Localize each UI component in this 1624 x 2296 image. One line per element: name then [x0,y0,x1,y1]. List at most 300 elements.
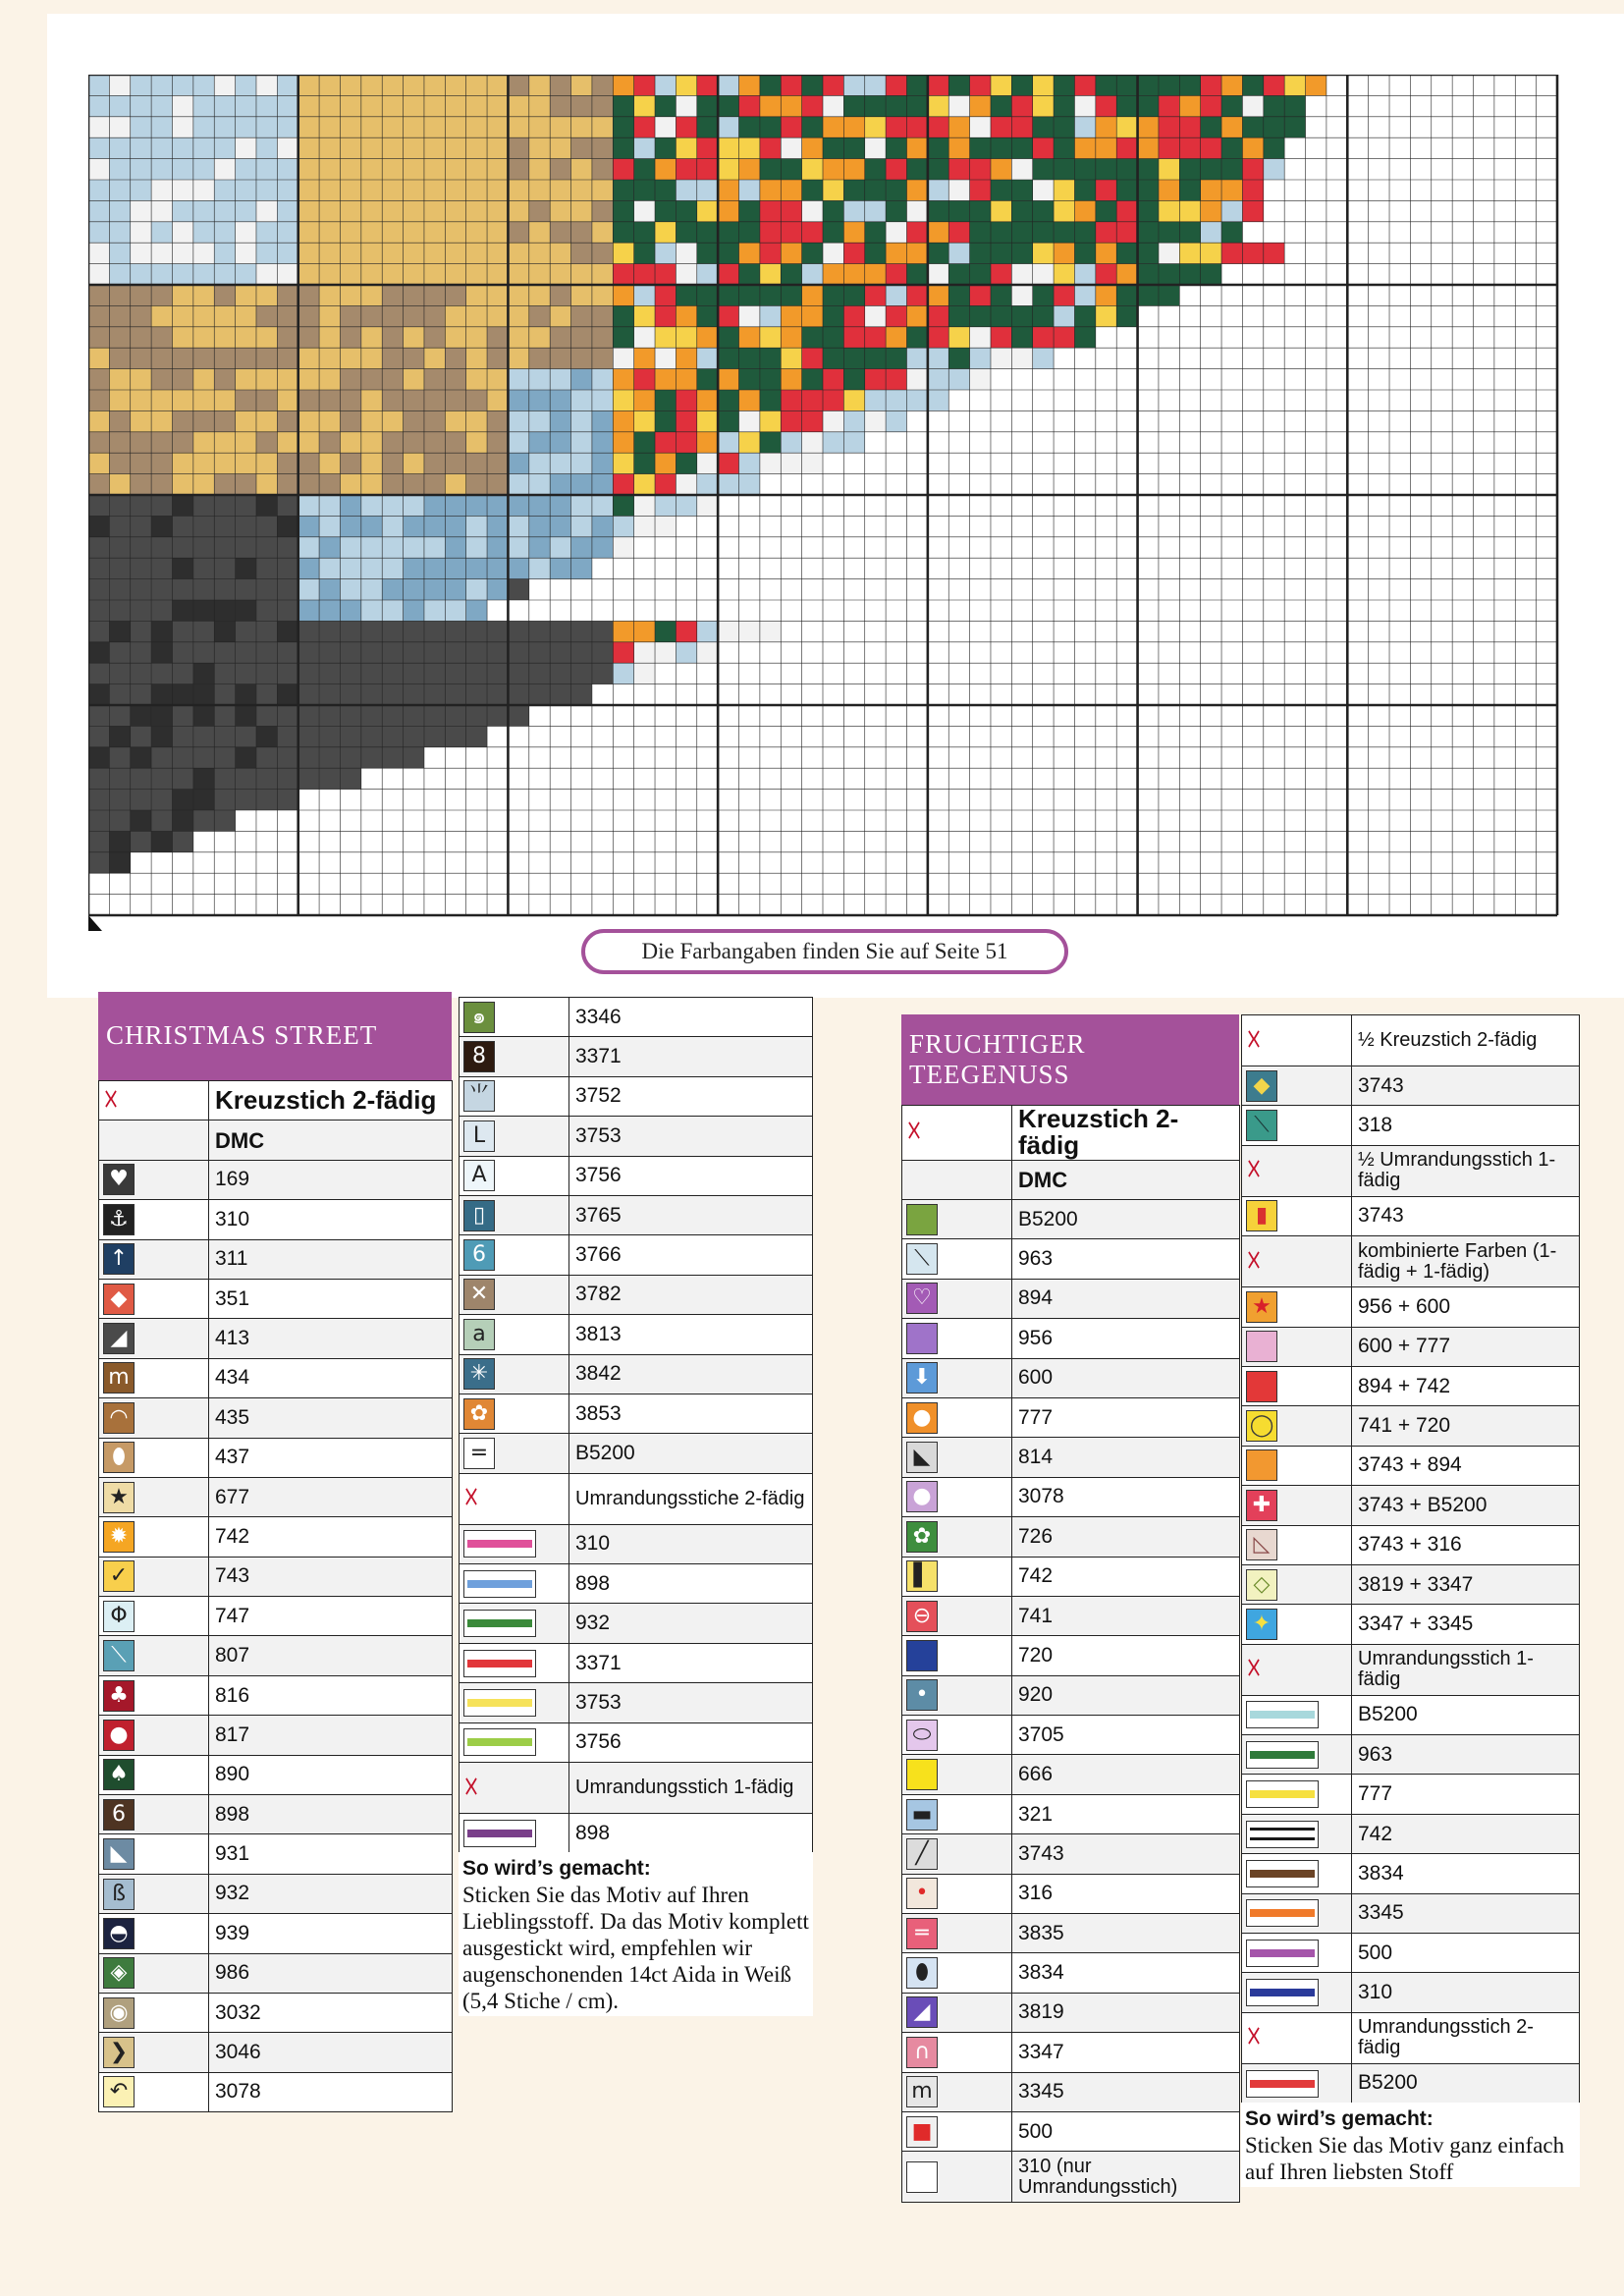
stitch-cell [214,117,235,137]
x-mark-icon: ✕ [463,1279,495,1310]
stitch-cell [340,663,360,683]
stitch-cell [466,663,487,683]
dmc-code: 321 [1012,1794,1240,1833]
stitch-cell [718,348,738,368]
stitch-cell [424,285,445,305]
stitch-cell [592,453,613,473]
stitch-cell [865,348,886,368]
stitch-cell [970,348,991,368]
stitch-cell [361,264,382,285]
stitch-cell [214,222,235,243]
stitch-cell [424,159,445,180]
stitch-cell [151,663,172,683]
stitch-cell [256,495,277,516]
stitch-cell [906,348,927,368]
stitch-cell [131,726,151,746]
stitch-cell [571,642,592,663]
stitch-cell [613,621,633,641]
stitch-cell [109,621,130,641]
stitch-cell [592,137,613,158]
stitch-cell [760,410,781,431]
stitch-cell [109,474,130,495]
stitch-cell [277,327,298,348]
stitch-cell [404,621,424,641]
stitch-cell [404,726,424,746]
stitch-cell [843,117,864,137]
stitch-cell [214,705,235,726]
stitch-cell [193,264,214,285]
outline-line-icon [1246,1701,1319,1728]
stitch-cell [781,180,801,200]
stitch-cell [592,305,613,326]
stitch-cell [109,305,130,326]
stitch-cell [466,222,487,243]
dmc-code: 3813 [569,1315,813,1354]
stitch-cell [298,726,319,746]
line-swatch-cell [1242,1893,1352,1933]
stitch-cell [151,243,172,263]
stitch-cell [193,137,214,158]
stitch-cell [298,642,319,663]
stitch-cell [236,137,256,158]
stitch-cell [1011,180,1032,200]
stitch-cell [487,621,508,641]
stitch-cell [131,95,151,116]
stitch-cell [193,684,214,705]
stitch-cell [319,663,340,683]
fruchtiger-key-table [901,1105,1240,2203]
stitch-cell [382,180,403,200]
stitch-cell [382,453,403,473]
stitch-cell [760,180,781,200]
stitch-cell [571,243,592,263]
stitch-cell [508,579,528,600]
dmc-code: 666 [1012,1755,1240,1794]
line-swatch-cell [460,1814,569,1853]
stitch-cell [592,264,613,285]
stitch-cell [487,222,508,243]
stitch-cell [508,558,528,578]
stitch-cell [655,369,676,390]
stitch-cell [1074,75,1095,95]
stitch-cell [948,348,969,368]
stitch-cell [1221,200,1242,221]
stitch-cell [592,663,613,683]
stitch-cell [948,137,969,158]
stitch-cell [760,453,781,473]
stitch-cell [739,327,760,348]
stitch-cell [382,495,403,516]
stitch-cell [1159,222,1179,243]
stitch-cell [760,137,781,158]
stitch-cell [781,453,801,473]
dmc-code: 742 [209,1517,453,1557]
stitch-cell [487,75,508,95]
stitch-cell [676,75,696,95]
stitch-cell [906,75,927,95]
curl-icon: 6 [463,1239,495,1271]
stitch-cell [1054,222,1074,243]
stitch-cell [340,516,360,536]
stitch-cell [571,264,592,285]
stitch-cell [382,137,403,158]
stitch-cell [109,684,130,705]
stitch-cell [340,75,360,95]
dmc-code: 351 [209,1279,453,1318]
stitch-cell [109,453,130,473]
stitch-cell [676,410,696,431]
stitch-cell [906,222,927,243]
stitch-cell [760,390,781,410]
stitch-cell [823,117,843,137]
stitch-cell [697,410,718,431]
diagonal-icon: ╱ [906,1838,938,1870]
stitch-cell [550,369,570,390]
stitch-cell [865,75,886,95]
stitch-cell [1074,243,1095,263]
stitch-cell [802,305,823,326]
stitch-cell [172,726,192,746]
stitch-cell [256,558,277,578]
stitch-cell [1096,243,1116,263]
stitch-cell [823,348,843,368]
stitch-cell [843,390,864,410]
stitch-cell [382,705,403,726]
stitch-cell [193,180,214,200]
combined-color-icon: ◇ [1246,1569,1277,1601]
stitch-cell [277,642,298,663]
stitch-cell [256,222,277,243]
phi-icon: Φ [103,1601,135,1632]
stitch-cell [319,600,340,621]
stitch-cell [886,200,906,221]
dmc-code: 817 [209,1716,453,1755]
stitch-cell [1221,222,1242,243]
stitch-cell [487,579,508,600]
stitch-cell [529,369,550,390]
stitch-cell [214,369,235,390]
symbol-cell [460,1117,569,1156]
stitch-cell [445,305,465,326]
stitch-cell [236,305,256,326]
stitch-cell [571,663,592,683]
dmc-code: 814 [1012,1438,1240,1477]
heart-icon: ♥ [103,1164,135,1195]
stitch-cell [424,537,445,558]
stitch-cell [991,243,1011,263]
stitch-cell [382,222,403,243]
symbol-cell [99,1200,209,1239]
stitch-cell [1033,200,1054,221]
stitch-cell [88,264,109,285]
stitch-cell [886,327,906,348]
stitch-cell [256,369,277,390]
outline-line-icon [463,1570,536,1598]
stitch-cell [1054,159,1074,180]
stitch-cell [466,200,487,221]
stitch-cell [236,537,256,558]
stitch-cell [739,137,760,158]
stitch-cell [487,558,508,578]
stitch-cell [802,117,823,137]
stitch-cell [340,432,360,453]
dmc-code: 3046 [209,2033,453,2072]
stitch-cell [361,348,382,368]
stitch-cell [802,75,823,95]
outline-line-icon [463,1728,536,1756]
stitch-cell [404,222,424,243]
stitch-cell [676,369,696,390]
stitch-cell [697,117,718,137]
sun-icon: ✹ [103,1521,135,1553]
stitch-cell [193,705,214,726]
stitch-cell [404,180,424,200]
stitch-cell [424,369,445,390]
stitch-cell [739,222,760,243]
stitch-cell [214,243,235,263]
stitch-cell [592,117,613,137]
stitch-cell [634,369,655,390]
stitch-cell [1054,243,1074,263]
dmc-code: 747 [209,1597,453,1636]
dmc-code: 956 + 600 [1352,1287,1580,1327]
dmc-code: 986 [209,1953,453,1993]
stitch-cell [466,264,487,285]
symbol-cell [902,1636,1012,1675]
stitch-cell [508,621,528,641]
stitch-cell [236,159,256,180]
stitch-cell [487,474,508,495]
stitch-cell [802,453,823,473]
stitch-cell [193,726,214,746]
section-marker [1242,1015,1352,1066]
stitch-cell [445,95,465,116]
line-swatch-cell [460,1683,569,1722]
stitch-cell [508,516,528,536]
stitch-cell [1221,75,1242,95]
stitch-cell [676,495,696,516]
stitch-cell [236,705,256,726]
stitch-cell [592,285,613,305]
stitch-cell [382,327,403,348]
stitch-cell [1116,159,1137,180]
stitch-cell [277,705,298,726]
stitch-cell [1011,285,1032,305]
stitch-cell [571,159,592,180]
stitch-cell [1179,243,1200,263]
symbol-cell [460,1434,569,1473]
stitch-cell [361,579,382,600]
stitch-cell [236,390,256,410]
stitch-cell [151,810,172,831]
m-letter-icon: m [906,2076,938,2107]
stitch-cell [340,369,360,390]
stitch-cell [151,305,172,326]
stitch-cell [991,137,1011,158]
dmc-code: 3756 [569,1156,813,1195]
symbol-cell [902,1675,1012,1715]
stitch-cell [151,621,172,641]
stitch-cell [613,516,633,536]
stitch-cell [634,264,655,285]
stitch-cell [193,75,214,95]
dmc-code: 894 [1012,1279,1240,1318]
stitch-cell [277,768,298,789]
stitch-cell [739,474,760,495]
stitch-cell [1138,222,1159,243]
stitch-cell [760,200,781,221]
stitch-cell [214,305,235,326]
stitch-cell [382,243,403,263]
dmc-code: 932 [569,1604,813,1643]
cross-icon: ☓ [103,1082,119,1118]
stitch-cell [466,369,487,390]
stitch-cell [319,747,340,768]
stitch-cell [424,600,445,621]
stitch-cell [655,180,676,200]
stitch-cell [1074,95,1095,116]
stitch-cell [361,95,382,116]
dmc-code: 3345 [1352,1893,1580,1933]
stitch-cell [109,75,130,95]
stitch-cell [445,516,465,536]
stitch-cell [404,705,424,726]
stitch-cell [906,243,927,263]
stitch-cell [236,369,256,390]
stitch-cell [298,180,319,200]
stitch-cell [1264,75,1284,95]
stitch-cell [1159,264,1179,285]
stitch-cell [865,327,886,348]
stitch-cell [739,200,760,221]
stitch-cell [550,495,570,516]
stitch-cell [529,200,550,221]
stitch-cell [1011,159,1032,180]
stitch-cell [613,369,633,390]
dmc-code: 742 [1352,1814,1580,1853]
stitch-cell [361,200,382,221]
stitch-cell [886,285,906,305]
stitch-cell [88,474,109,495]
stitch-cell [970,180,991,200]
line-swatch-cell [1242,1735,1352,1775]
symbol-cell [902,2033,1012,2072]
stitch-cell [193,95,214,116]
stitch-cell [151,348,172,368]
stitch-cell [382,558,403,578]
stitch-cell [843,369,864,390]
stitch-cell [1033,285,1054,305]
stitch-cell [340,621,360,641]
stitch-cell [781,243,801,263]
stitch-cell [277,474,298,495]
stitch-cell [236,621,256,641]
stitch-cell [298,327,319,348]
stitch-cell [781,327,801,348]
stitch-cell [277,726,298,746]
stitch-cell [529,159,550,180]
stitch-cell [214,516,235,536]
half-triangle-icon: ◢ [906,1996,938,2028]
stitch-cell [319,684,340,705]
stitch-cell [193,474,214,495]
symbol-cell [902,1794,1012,1833]
section-label: ½ Kreuzstich 2-fädig [1352,1015,1580,1066]
stitch-cell [151,75,172,95]
stitch-cell [634,642,655,663]
stitch-cell [424,642,445,663]
stitch-cell [1221,180,1242,200]
stitch-cell [718,327,738,348]
dmc-code: 939 [209,1914,453,1953]
stitch-cell [151,579,172,600]
symbol-cell [99,1953,209,1993]
stitch-cell [802,200,823,221]
stitch-cell [256,410,277,431]
stitch-cell [466,495,487,516]
stitch-cell [634,180,655,200]
symbol-cell [460,1235,569,1275]
symbol-cell [1242,1106,1352,1145]
stitch-cell [760,327,781,348]
stitch-cell [445,726,465,746]
stitch-cell [886,243,906,263]
stitch-cell [298,474,319,495]
stitch-cell [718,75,738,95]
brand-label: DMC [1012,1160,1240,1199]
stitch-cell [781,305,801,326]
stitch-cell [487,305,508,326]
stitch-cell [236,579,256,600]
christmas-street-key-table-2 [459,997,813,1853]
stitch-cell [886,159,906,180]
outline-line-icon [463,1689,536,1717]
stitch-cell [193,810,214,831]
stitch-cell [214,684,235,705]
stitch-cell [109,95,130,116]
stitch-cell [802,327,823,348]
stitch-cell [319,95,340,116]
stitch-cell [214,410,235,431]
stitch-cell [1054,264,1074,285]
stitch-cell [613,390,633,410]
dmc-code: 3347 [1012,2033,1240,2072]
dmc-code: 500 [1352,1934,1580,1973]
symbol-cell [1242,1066,1352,1106]
stitch-cell [340,453,360,473]
stitch-cell [151,537,172,558]
stitch-cell [404,747,424,768]
symbol-cell [460,1195,569,1234]
stitch-cell [550,285,570,305]
stitch-cell [361,390,382,410]
stitch-cell [445,180,465,200]
stitch-cell [277,390,298,410]
stitch-cell [256,663,277,683]
stitch-cell [823,137,843,158]
stitch-cell [739,117,760,137]
stitch-cell [550,200,570,221]
stitch-cell [361,285,382,305]
stitch-cell [865,264,886,285]
stitch-cell [718,222,738,243]
stitch-cell [928,75,948,95]
stitch-cell [361,305,382,326]
stitch-cell [613,222,633,243]
stitch-cell [88,75,109,95]
stitch-cell [466,390,487,410]
stitch-cell [466,600,487,621]
